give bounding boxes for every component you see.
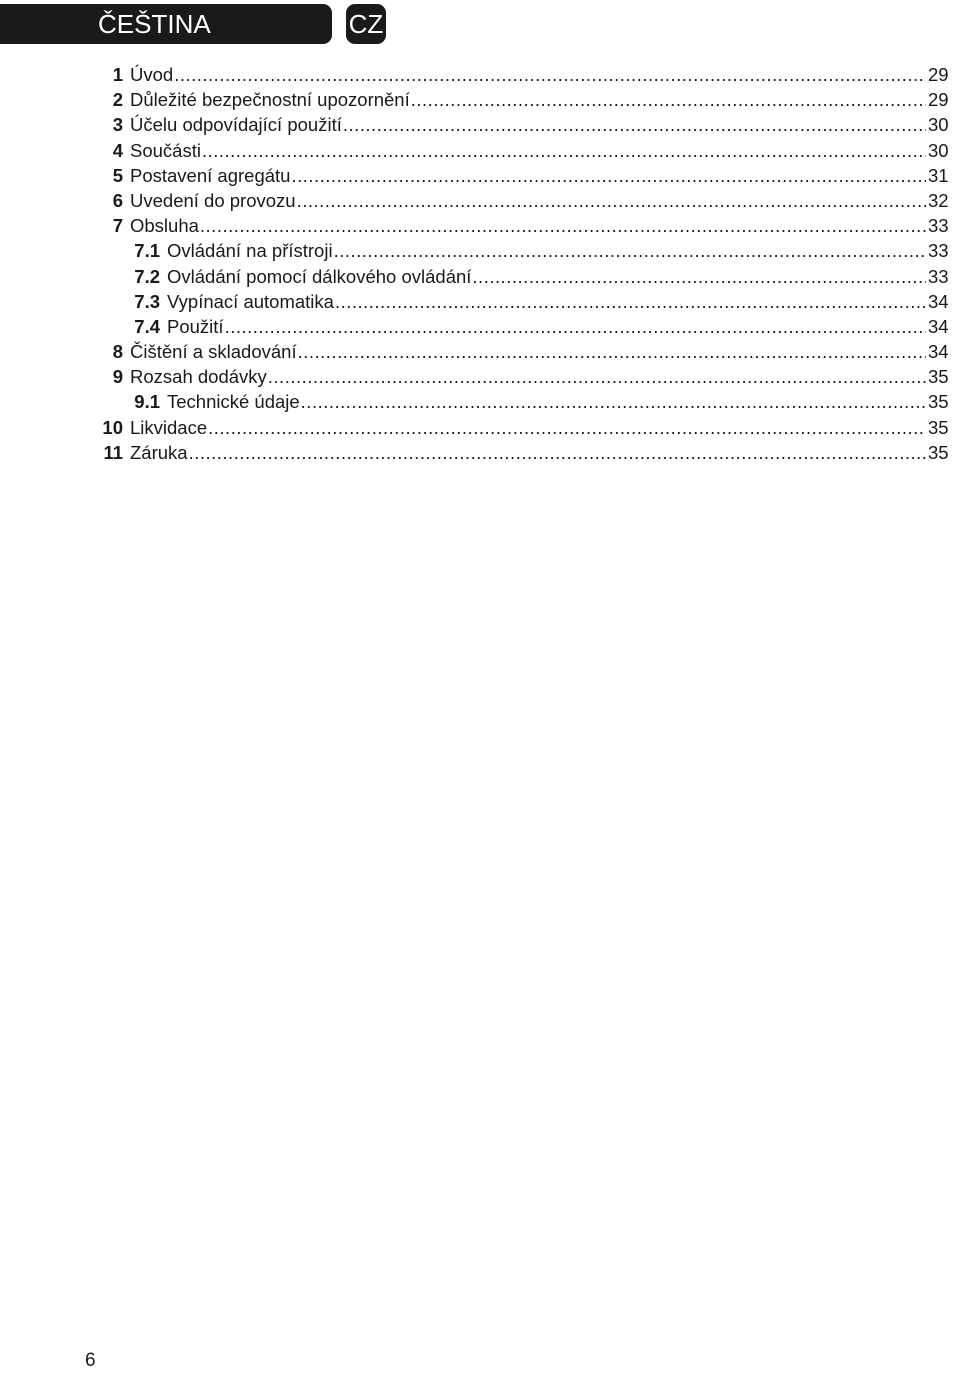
- toc-entry-page: 30: [928, 114, 949, 136]
- toc-dot-leader: [298, 339, 926, 364]
- toc-entry[interactable]: [0, 264, 960, 289]
- toc-dot-leader: [174, 62, 926, 87]
- toc-entry[interactable]: [0, 163, 960, 188]
- toc-dot-leader: [343, 112, 926, 137]
- toc-entry-page: 34: [928, 290, 949, 312]
- toc-entry-number: 9.1: [134, 391, 160, 413]
- page-number: 6: [85, 1350, 96, 1371]
- toc-dot-leader: [268, 364, 926, 389]
- table-of-contents: [0, 62, 960, 465]
- toc-entry-page: 29: [928, 89, 949, 111]
- toc-entry[interactable]: [0, 112, 960, 137]
- toc-dot-leader: [291, 163, 926, 188]
- toc-entry[interactable]: [0, 138, 960, 163]
- toc-entry-page: 30: [928, 139, 949, 161]
- toc-entry[interactable]: [0, 188, 960, 213]
- toc-dot-leader: [301, 389, 926, 414]
- toc-entry-page: 35: [928, 416, 949, 438]
- toc-entry-number: 7.3: [134, 290, 160, 312]
- toc-entry-number: 10: [102, 416, 123, 438]
- toc-entry-number: 7.4: [134, 315, 160, 337]
- toc-entry-title: Vypínací automatika: [167, 290, 334, 312]
- toc-dot-leader: [225, 314, 926, 339]
- toc-entry-page: 29: [928, 64, 949, 85]
- toc-entry-number: 11: [103, 441, 123, 463]
- toc-entry-title: Postavení agregátu: [130, 164, 291, 186]
- toc-entry-number: 8: [112, 341, 123, 363]
- toc-entry[interactable]: [0, 364, 960, 389]
- toc-entry-page: 35: [928, 441, 949, 463]
- toc-entry-title: Použití: [167, 315, 224, 337]
- toc-entry-title: Úvod: [130, 64, 174, 85]
- toc-entry[interactable]: [0, 440, 960, 465]
- toc-entry-number: 5: [112, 164, 123, 186]
- toc-entry-title: Obsluha: [130, 215, 199, 237]
- toc-entry-page: 32: [928, 189, 949, 211]
- language-code-badge: CZ: [346, 4, 386, 44]
- toc-entry[interactable]: [0, 415, 960, 440]
- toc-entry-number: 4: [112, 139, 123, 161]
- toc-entry[interactable]: [0, 87, 960, 112]
- toc-dot-leader: [335, 289, 926, 314]
- toc-dot-leader: [208, 415, 926, 440]
- toc-entry-page: 33: [928, 240, 949, 262]
- toc-entry[interactable]: [0, 238, 960, 263]
- toc-entry-number: 3: [112, 114, 123, 136]
- toc-dot-leader: [297, 188, 926, 213]
- toc-entry[interactable]: [0, 314, 960, 339]
- toc-entry-page: 33: [928, 215, 949, 237]
- toc-entry-number: 1: [112, 64, 123, 85]
- toc-entry[interactable]: [0, 289, 960, 314]
- toc-entry-page: 35: [928, 366, 949, 388]
- toc-entry-title: Součásti: [130, 139, 201, 161]
- toc-entry-number: 9: [112, 366, 123, 388]
- toc-dot-leader: [334, 238, 926, 263]
- toc-entry-title: Likvidace: [130, 416, 208, 438]
- toc-entry-number: 2: [112, 89, 123, 111]
- toc-entry[interactable]: [0, 213, 960, 238]
- toc-entry-title: Rozsah dodávky: [130, 366, 267, 388]
- toc-entry-title: Ovládání na přístroji: [167, 240, 333, 262]
- toc-entry-number: 7.2: [134, 265, 160, 287]
- toc-entry-page: 31: [928, 164, 949, 186]
- toc-entry-number: 6: [112, 189, 123, 211]
- toc-entry-title: Uvedení do provozu: [130, 189, 296, 211]
- toc-dot-leader: [200, 213, 926, 238]
- toc-entry-title: Čištění a skladování: [130, 341, 297, 363]
- toc-dot-leader: [189, 440, 926, 465]
- toc-entry-page: 35: [928, 391, 949, 413]
- toc-entry-number: 7: [112, 215, 123, 237]
- toc-entry-title: Důležité bezpečnostní upozornění: [130, 89, 410, 111]
- toc-entry-page: 34: [928, 315, 949, 337]
- toc-entry-title: Záruka: [130, 441, 188, 463]
- language-header-bar: [0, 4, 332, 44]
- toc-dot-leader: [411, 87, 926, 112]
- toc-entry-title: Ovládání pomocí dálkového ovládání: [167, 265, 472, 287]
- toc-entry[interactable]: [0, 62, 960, 87]
- toc-entry[interactable]: [0, 339, 960, 364]
- toc-dot-leader: [472, 264, 926, 289]
- toc-entry-title: Technické údaje: [167, 391, 300, 413]
- toc-entry-page: 33: [928, 265, 949, 287]
- toc-entry[interactable]: [0, 389, 960, 414]
- toc-entry-title: Účelu odpovídající použití: [130, 114, 342, 136]
- language-title: ČEŠTINA: [98, 9, 211, 39]
- toc-dot-leader: [202, 138, 926, 163]
- toc-entry-number: 7.1: [134, 240, 160, 262]
- toc-entry-page: 34: [928, 341, 949, 363]
